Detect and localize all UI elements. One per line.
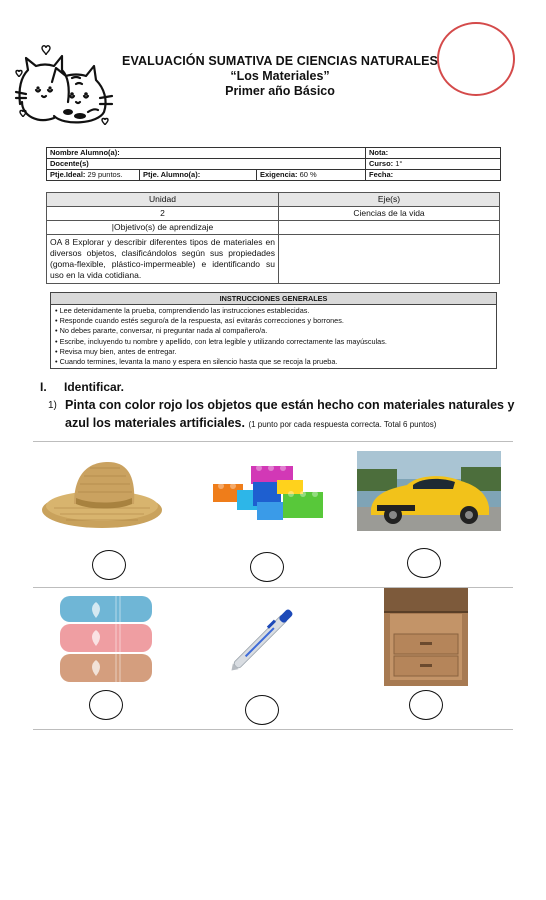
answer-circle[interactable] bbox=[407, 548, 441, 578]
answer-circle[interactable] bbox=[92, 550, 126, 580]
divider bbox=[33, 441, 513, 442]
pen-icon bbox=[218, 592, 310, 684]
question-1 bbox=[48, 396, 518, 434]
instruction-item: • Revisa muy bien, antes de entregar. bbox=[55, 346, 177, 356]
ptje-ideal-value: 29 puntos. bbox=[87, 170, 123, 179]
exigencia-value: 60 % bbox=[299, 170, 317, 179]
ptje-alumno-label: Ptje. Alumno(a): bbox=[143, 170, 201, 179]
wooden-drawer-icon bbox=[384, 588, 468, 686]
instructions-heading: INSTRUCCIONES GENERALES bbox=[51, 293, 497, 305]
instruction-item: • Escribe, incluyendo tu nombre y apellido, con letra legible y utilizando correctamente las mayúsculas. bbox=[55, 336, 387, 346]
answer-circle[interactable] bbox=[245, 695, 279, 725]
instructions-list bbox=[55, 306, 492, 367]
instruction-item: • Cuando termines, levanta la mano y espera en silencio hasta que se recoja la prueba. bbox=[55, 357, 338, 367]
answer-circle[interactable] bbox=[409, 690, 443, 720]
question-text: Pinta con color rojo los objetos que están hecho con materiales naturales y azul los materiales artificiales. bbox=[65, 398, 515, 430]
page-title: EVALUACIÓN SUMATIVA DE CIENCIAS NATURALES bbox=[122, 54, 438, 68]
curso-value: 1° bbox=[395, 159, 403, 168]
unit-table bbox=[46, 192, 500, 284]
fecha-label: Fecha: bbox=[369, 170, 394, 179]
toy-blocks-icon bbox=[207, 462, 327, 526]
instructions-table bbox=[50, 292, 497, 369]
section-number: I. bbox=[40, 380, 47, 394]
instruction-item: • Lee detenidamente la prueba, comprendiendo las instrucciones establecidas. bbox=[55, 306, 310, 315]
objetivo-text: OA 8 Explorar y describir diferentes tipos de materiales en diversos objetos, clasificándolos según sus propiedades (goma-flexible, plástico-impermeable) e identificando su uso en la vida cotidiana. bbox=[47, 235, 279, 284]
answer-circle[interactable] bbox=[89, 690, 123, 720]
nombre-label: Nombre Alumno(a): bbox=[50, 148, 120, 157]
towels-icon bbox=[56, 592, 156, 686]
eje-label: Eje(s) bbox=[279, 193, 500, 207]
curso-label: Curso: bbox=[369, 159, 394, 168]
straw-hat-icon bbox=[40, 454, 170, 534]
nota-label: Nota: bbox=[369, 148, 389, 157]
question-number: 1) bbox=[48, 400, 57, 411]
yellow-car-icon bbox=[357, 451, 501, 531]
page-subtitle: “Los Materiales” bbox=[230, 69, 330, 83]
unidad-value: 2 bbox=[47, 207, 279, 221]
header bbox=[100, 54, 460, 98]
grade-level: Primer año Básico bbox=[225, 84, 335, 98]
eje-value: Ciencias de la vida bbox=[279, 207, 500, 221]
docente-label: Docente(s) bbox=[50, 159, 89, 168]
divider bbox=[33, 729, 513, 730]
section-title: Identificar. bbox=[64, 380, 125, 394]
ptje-ideal-label: Ptje.Ideal: bbox=[50, 170, 86, 179]
objetivo-label: |Objetivo(s) de aprendizaje bbox=[47, 221, 279, 235]
student-info-table bbox=[46, 147, 501, 181]
section-heading bbox=[40, 380, 124, 394]
unidad-label: Unidad bbox=[47, 193, 279, 207]
instruction-item: • No debes pararte, conversar, ni preguntar nada al compañero/a. bbox=[55, 326, 268, 336]
instruction-item: • Responde cuando estés seguro/a de la respuesta, así evitarás correcciones y borrones. bbox=[55, 316, 344, 326]
answer-circle[interactable] bbox=[250, 552, 284, 582]
question-points: (1 punto por cada respuesta correcta. Total 6 puntos) bbox=[248, 420, 437, 429]
exigencia-label: Exigencia: bbox=[260, 170, 298, 179]
